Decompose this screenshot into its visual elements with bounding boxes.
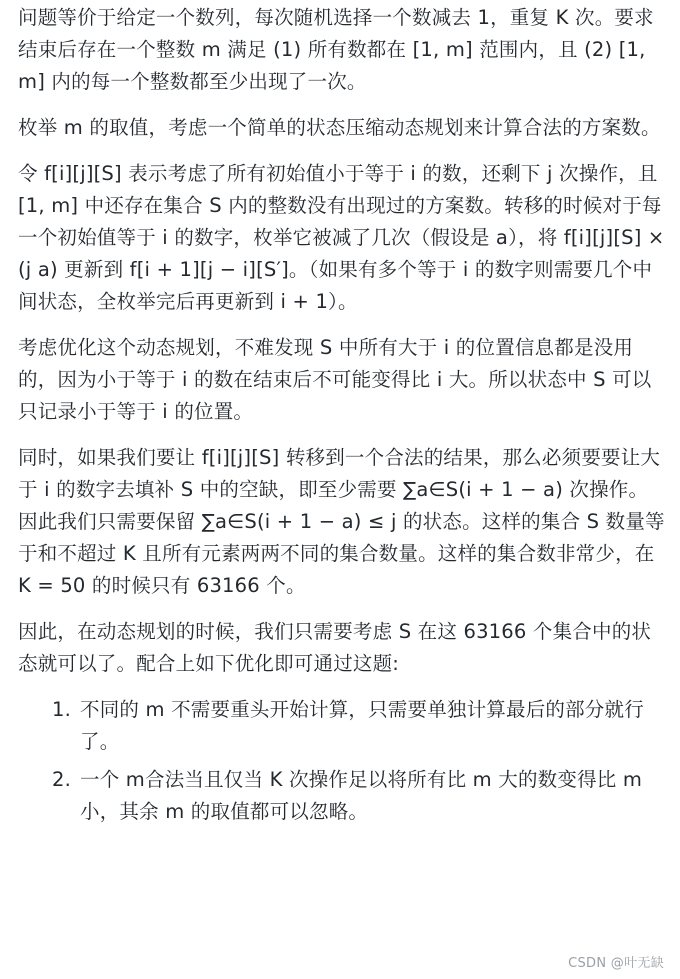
optimization-list [18, 694, 666, 828]
list-item-index: 1. [52, 698, 72, 721]
list-item [52, 764, 666, 828]
list-item-text: 不同的 m 不需要重头开始计算，只需要单独计算最后的部分就行了。 [80, 698, 644, 753]
paragraph-state-pruning: 同时，如果我们要让 f[i][j][S] 转移到一个合法的结果，那么必须要要让大于 i 的数字去填补 S 中的空缺，即至少需要 ∑a∈S(i + 1 − a) 次操作。因此我们只需要保留 ∑a∈S(i + 1 − a) ≤ j 的状态。这样的集合 S 数量等于和不超过 K 且所有元素两两不同的集合数量。这样的集合数非常少，在 K = 50 的时候只有 63166 个。 [18, 446, 665, 597]
paragraph-enumerate-m: 枚举 m 的取值，考虑一个简单的状态压缩动态规划来计算合法的方案数。 [18, 116, 661, 139]
paragraph-conclusion: 因此，在动态规划的时候，我们只需要考虑 S 在这 63166 个集合中的状态就可以了。配合上如下优化即可通过这题: [18, 620, 652, 675]
list-item [52, 694, 666, 758]
paragraph-problem-restatement: 问题等价于给定一个数列，每次随机选择一个数减去 1，重复 K 次。要求结束后存在一个整数 m 满足 (1) 所有数都在 [1, m] 范围内，且 (2) [1, m] 内的每一个整数都至少出现了一次。 [18, 6, 654, 93]
csdn-watermark: CSDN @叶无缺 [568, 956, 664, 971]
paragraph-dp-definition: 令 f[i][j][S] 表示考虑了所有初始值小于等于 i 的数，还剩下 j 次操作，且 [1, m] 中还存在集合 S 内的整数没有出现过的方案数。转移的时候对于每一个初始值等于 i 的数字，枚举它被减了几次（假设是 a），将 f[i][j][S] × (j a) 更新到 f[i + 1][j − i][S′]。（如果有多个等于 i 的数字则需要几个中间状态，全枚举完后再更新到 i + 1）。 [18, 162, 665, 313]
paragraph-optimization: 考虑优化这个动态规划，不难发现 S 中所有大于 i 的位置信息都是没用的，因为小于等于 i 的数在结束后不可能变得比 i 大。所以状态中 S 可以只记录小于等于 i 的位置。 [18, 336, 652, 423]
article-body [18, 2, 666, 834]
list-item-index: 2. [52, 768, 72, 791]
list-item-text: 一个 m合法当且仅当 K 次操作足以将所有比 m 大的数变得比 m 小，其余 m 的取值都可以忽略。 [80, 768, 643, 823]
